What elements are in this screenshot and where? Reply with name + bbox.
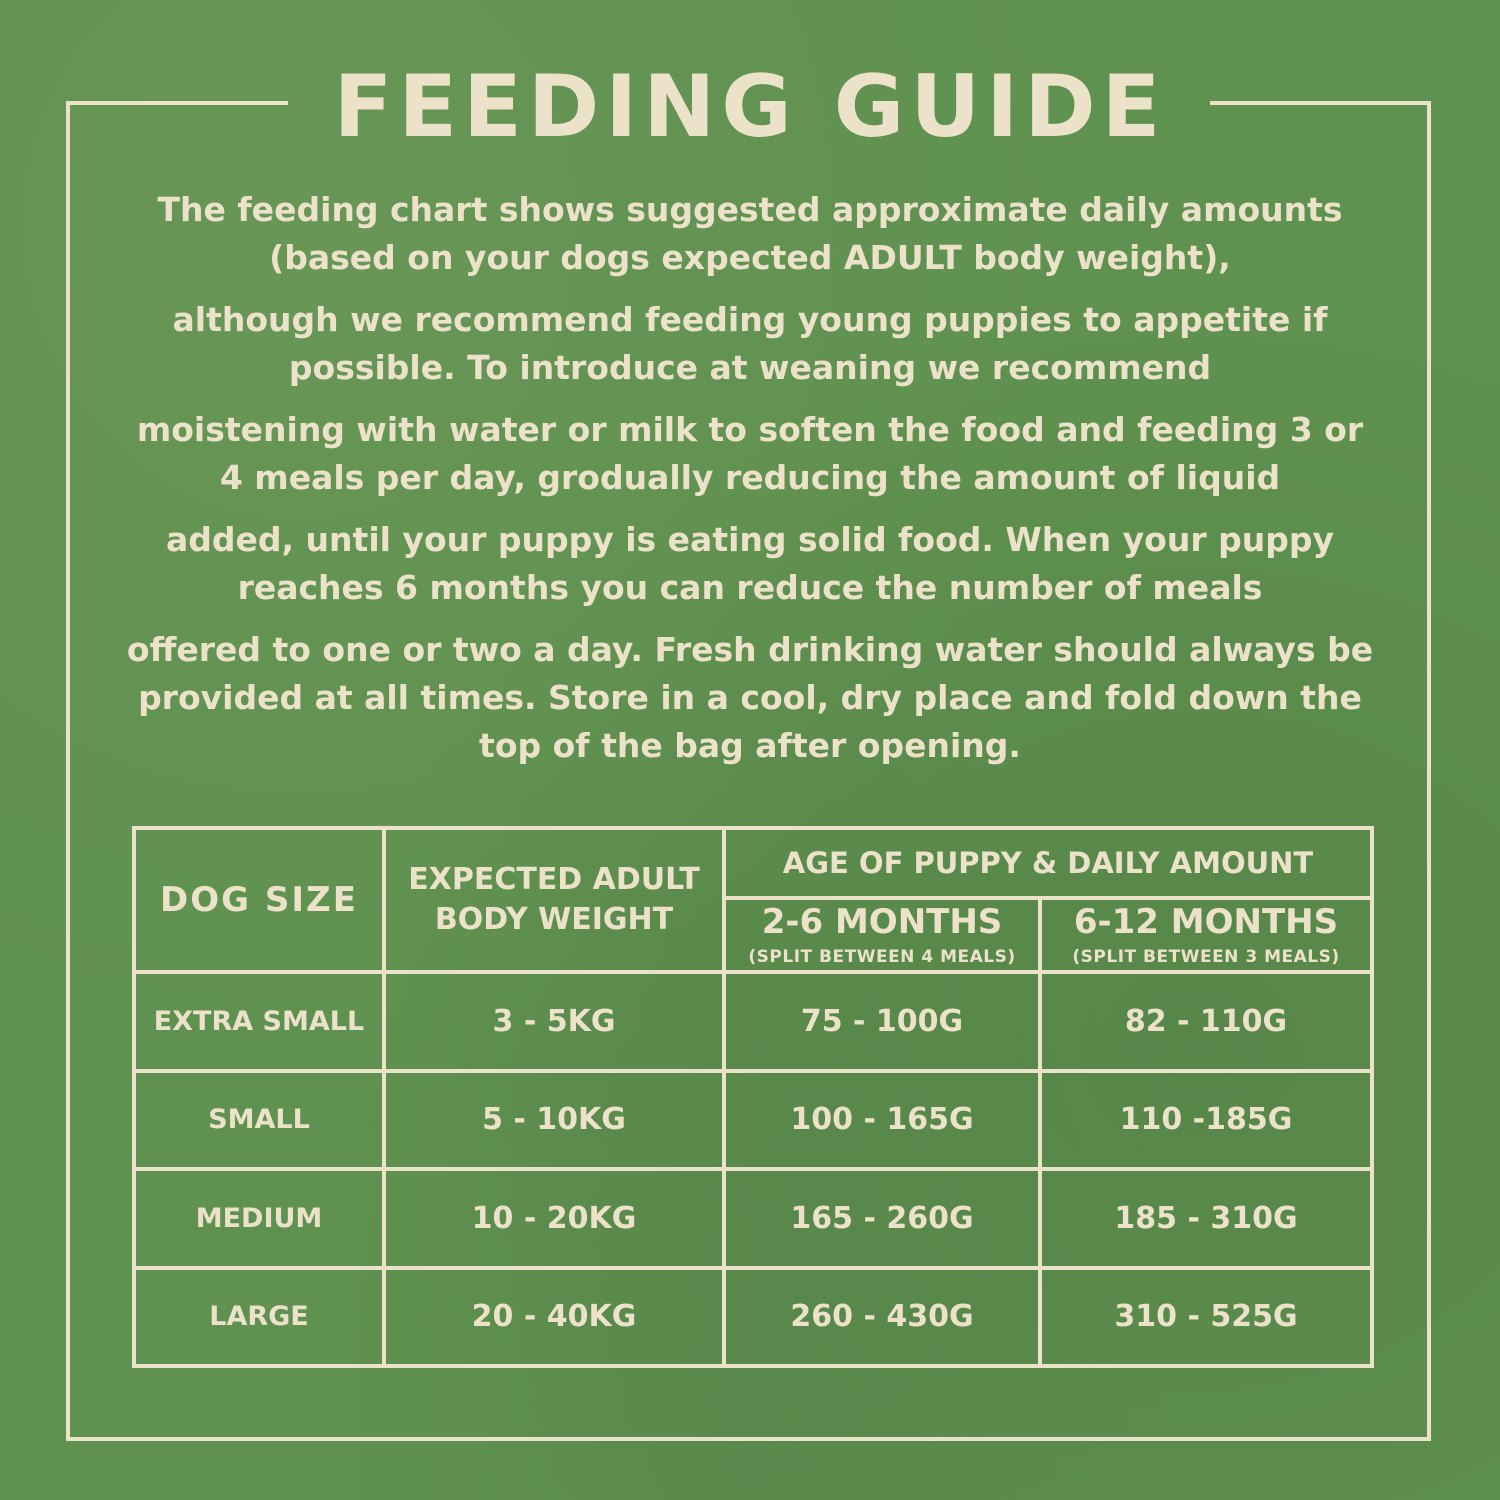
- period-2-6-label: 2-6 MONTHS: [761, 902, 1003, 942]
- frame-top-right-border: [1210, 101, 1431, 105]
- header-period-6-12: [1040, 898, 1372, 972]
- table-row: [134, 972, 1372, 1071]
- header-period-2-6: [724, 898, 1040, 972]
- header-dog-size: DOG SIZE: [134, 828, 384, 972]
- cell-amount-2-6: 100 - 165G: [724, 1071, 1040, 1170]
- period-6-12-label: 6-12 MONTHS: [1073, 902, 1339, 942]
- page-title: FEEDING GUIDE: [333, 57, 1167, 157]
- cell-amount-2-6: 75 - 100G: [724, 972, 1040, 1071]
- table-row: [134, 1169, 1372, 1268]
- period-2-6-note: (SPLIT BETWEEN 4 MEALS): [748, 947, 1016, 967]
- cell-body-weight: 20 - 40KG: [384, 1268, 724, 1367]
- cell-amount-6-12: 310 - 525G: [1040, 1268, 1372, 1367]
- feeding-table: [132, 826, 1374, 1368]
- table-row: [134, 1268, 1372, 1367]
- cell-body-weight: 3 - 5KG: [384, 972, 724, 1071]
- feeding-instructions: [120, 186, 1380, 784]
- cell-amount-2-6: 260 - 430G: [724, 1268, 1040, 1367]
- instructions-paragraph-2: although we recommend feeding young puppies to appetite if possible. To introduce at weaning we recommend: [172, 300, 1328, 387]
- instructions-paragraph-1: The feeding chart shows suggested approximate daily amounts (based on your dogs expected ADULT body weight),: [157, 190, 1343, 277]
- cell-dog-size: LARGE: [134, 1268, 384, 1367]
- cell-amount-6-12: 110 -185G: [1040, 1071, 1372, 1170]
- instructions-paragraph-3: moistening with water or milk to soften the food and feeding 3 or 4 meals per day, grodually reducing the amount of liquid: [136, 410, 1364, 497]
- frame-bottom-border: [66, 1437, 1431, 1441]
- cell-body-weight: 5 - 10KG: [384, 1071, 724, 1170]
- cell-amount-2-6: 165 - 260G: [724, 1169, 1040, 1268]
- instructions-paragraph-4: added, until your puppy is eating solid food. When your puppy reaches 6 months you can reduce the number of meals: [166, 520, 1334, 607]
- header-body-weight-line2: BODY WEIGHT: [434, 902, 674, 937]
- cell-dog-size: MEDIUM: [134, 1169, 384, 1268]
- period-6-12-note: (SPLIT BETWEEN 3 MEALS): [1072, 947, 1340, 967]
- instructions-paragraph-5: offered to one or two a day. Fresh drinking water should always be provided at all times. Store in a cool, dry place and fold down the top of the bag after opening.: [126, 630, 1374, 765]
- cell-dog-size: SMALL: [134, 1071, 384, 1170]
- frame-right-border: [1427, 101, 1431, 1441]
- cell-amount-6-12: 82 - 110G: [1040, 972, 1372, 1071]
- cell-amount-6-12: 185 - 310G: [1040, 1169, 1372, 1268]
- cell-body-weight: 10 - 20KG: [384, 1169, 724, 1268]
- frame-top-left-border: [66, 101, 288, 105]
- header-body-weight-line1: EXPECTED ADULT: [408, 862, 700, 897]
- header-age-daily-amount: AGE OF PUPPY & DAILY AMOUNT: [724, 828, 1372, 898]
- table-row: [134, 1071, 1372, 1170]
- cell-dog-size: EXTRA SMALL: [134, 972, 384, 1071]
- frame-left-border: [66, 101, 70, 1441]
- header-body-weight: [384, 828, 724, 972]
